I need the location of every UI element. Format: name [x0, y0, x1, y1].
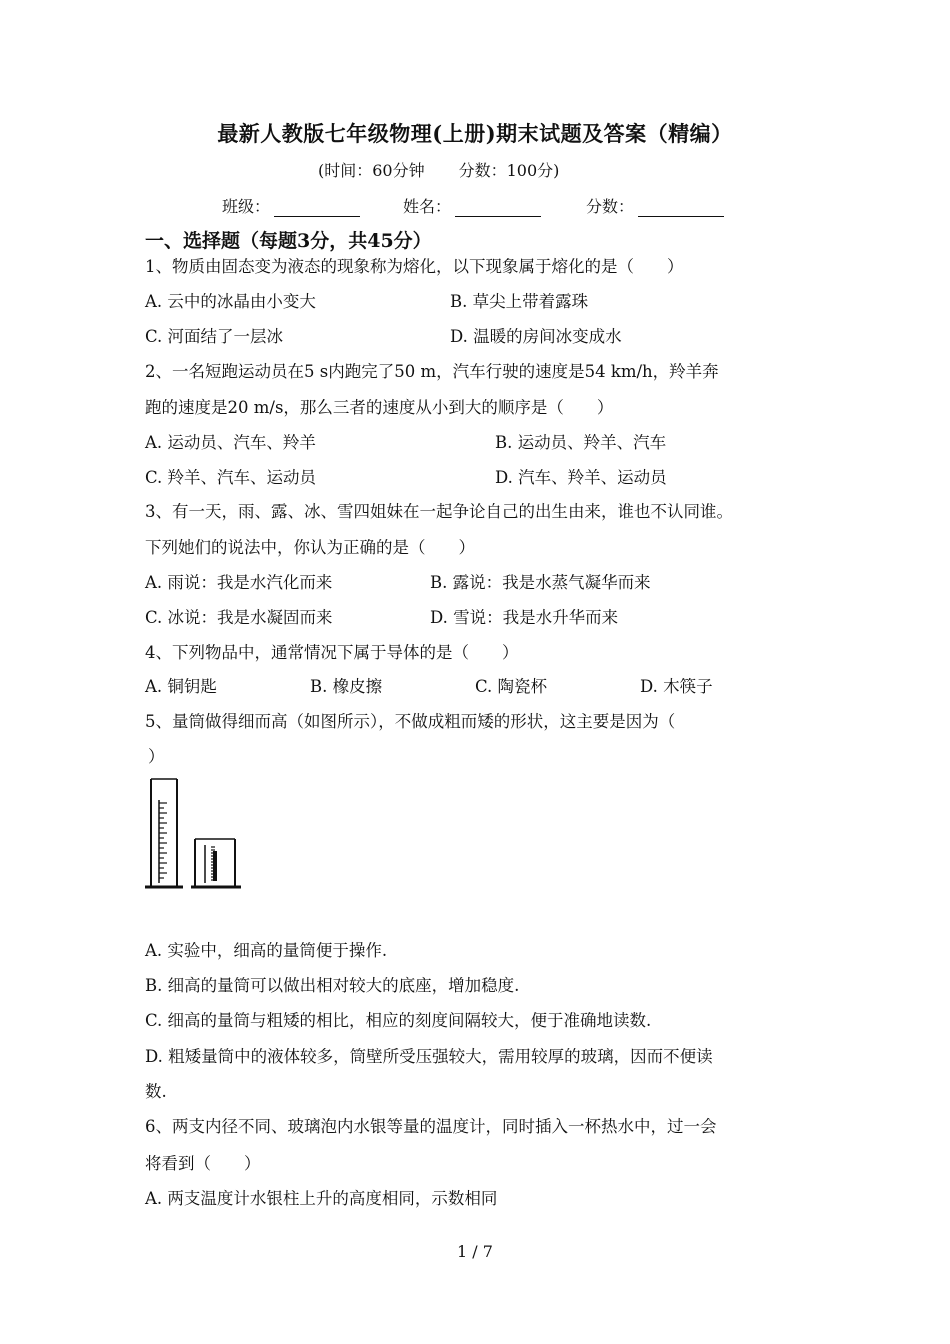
- exam-total-score: 分数：100分): [458, 161, 560, 180]
- question-6-option-a: A. 两支温度计水银柱上升的高度相同，示数相同: [145, 1189, 498, 1208]
- question-6-stem-line-1: 6、两支内径不同、玻璃泡内水银等量的温度计，同时插入一杯热水中，过一会: [145, 1117, 717, 1136]
- question-5-stem-line-1: 5、量筒做得细而高（如图所示），不做成粗而矮的形状，这主要是因为（: [145, 712, 676, 731]
- question-4-stem: 4、下列物品中，通常情况下属于导体的是（ ）: [145, 643, 519, 662]
- question-5-option-c: C. 细高的量筒与粗矮的相比，相应的刻度间隔较大，便于准确地读数.: [145, 1011, 652, 1030]
- name-field: [403, 194, 541, 217]
- section-heading: 一、选择题（每题3分，共45分）: [145, 230, 432, 252]
- question-2-option-b: B. 运动员、羚羊、汽车: [495, 433, 667, 452]
- page-number: 1 / 7: [457, 1242, 493, 1261]
- question-1-option-d: D. 温暖的房间冰变成水: [450, 327, 622, 346]
- question-1-option-c: C. 河面结了一层冰: [145, 327, 284, 346]
- exam-meta: [318, 158, 593, 181]
- question-2-option-a: A. 运动员、汽车、羚羊: [145, 433, 316, 452]
- question-1-option-a: A. 云中的冰晶由小变大: [145, 292, 316, 311]
- page-title: 最新人教版七年级物理(上册)期末试题及答案（精编）: [217, 121, 733, 146]
- measuring-cylinders-figure: [145, 775, 245, 893]
- question-5-option-a: A. 实验中，细高的量筒便于操作.: [145, 941, 388, 960]
- question-2-option-c: C. 羚羊、汽车、运动员: [145, 468, 317, 487]
- score-blank: [638, 200, 724, 217]
- class-blank: [274, 200, 360, 217]
- class-label: 班级：: [222, 197, 271, 216]
- question-1-option-b: B. 草尖上带着露珠: [450, 292, 589, 311]
- score-field: [586, 194, 724, 217]
- question-3-stem-line-2: 下列她们的说法中，你认为正确的是（ ）: [145, 538, 475, 557]
- question-2-option-d: D. 汽车、羚羊、运动员: [495, 468, 667, 487]
- question-3-option-b: B. 露说：我是水蒸气凝华而来: [430, 573, 651, 592]
- question-4-option-d: D. 木筷子: [640, 677, 713, 696]
- exam-time: (时间：60分钟: [318, 161, 425, 180]
- question-5-stem-line-2: ）: [148, 747, 165, 766]
- short-cylinder-scale: [211, 847, 217, 881]
- tall-cylinder-scale: [159, 803, 167, 878]
- question-5-option-d: D. 粗矮量筒中的液体较多，筒壁所受压强较大，需用较厚的玻璃，因而不便读: [145, 1047, 713, 1066]
- question-3-stem-line-1: 3、有一天，雨、露、冰、雪四姐妹在一起争论自己的出生由来，谁也不认同谁。: [145, 502, 733, 521]
- name-label: 姓名：: [403, 197, 452, 216]
- question-3-option-c: C. 冰说：我是水凝固而来: [145, 608, 333, 627]
- question-3-option-a: A. 雨说：我是水汽化而来: [145, 573, 333, 592]
- question-6-stem-line-2: 将看到（ ）: [145, 1154, 261, 1173]
- question-5-option-d-continued: 数.: [145, 1082, 167, 1101]
- question-4-option-b: B. 橡皮擦: [310, 677, 383, 696]
- question-1-stem: 1、物质由固态变为液态的现象称为熔化，以下现象属于熔化的是（ ）: [145, 257, 684, 276]
- question-5-option-b: B. 细高的量筒可以做出相对较大的底座，增加稳度.: [145, 976, 520, 995]
- question-3-option-d: D. 雪说：我是水升华而来: [430, 608, 619, 627]
- name-blank: [455, 200, 541, 217]
- score-label: 分数：: [586, 197, 635, 216]
- question-4-option-c: C. 陶瓷杯: [475, 677, 548, 696]
- question-2-stem-line-2: 跑的速度是20 m/s，那么三者的速度从小到大的顺序是（ ）: [145, 398, 614, 417]
- question-2-stem-line-1: 2、一名短跑运动员在5 s内跑完了50 m，汽车行驶的速度是54 km/h，羚羊奔: [145, 362, 719, 381]
- question-4-option-a: A. 铜钥匙: [145, 677, 217, 696]
- class-field: [222, 194, 360, 217]
